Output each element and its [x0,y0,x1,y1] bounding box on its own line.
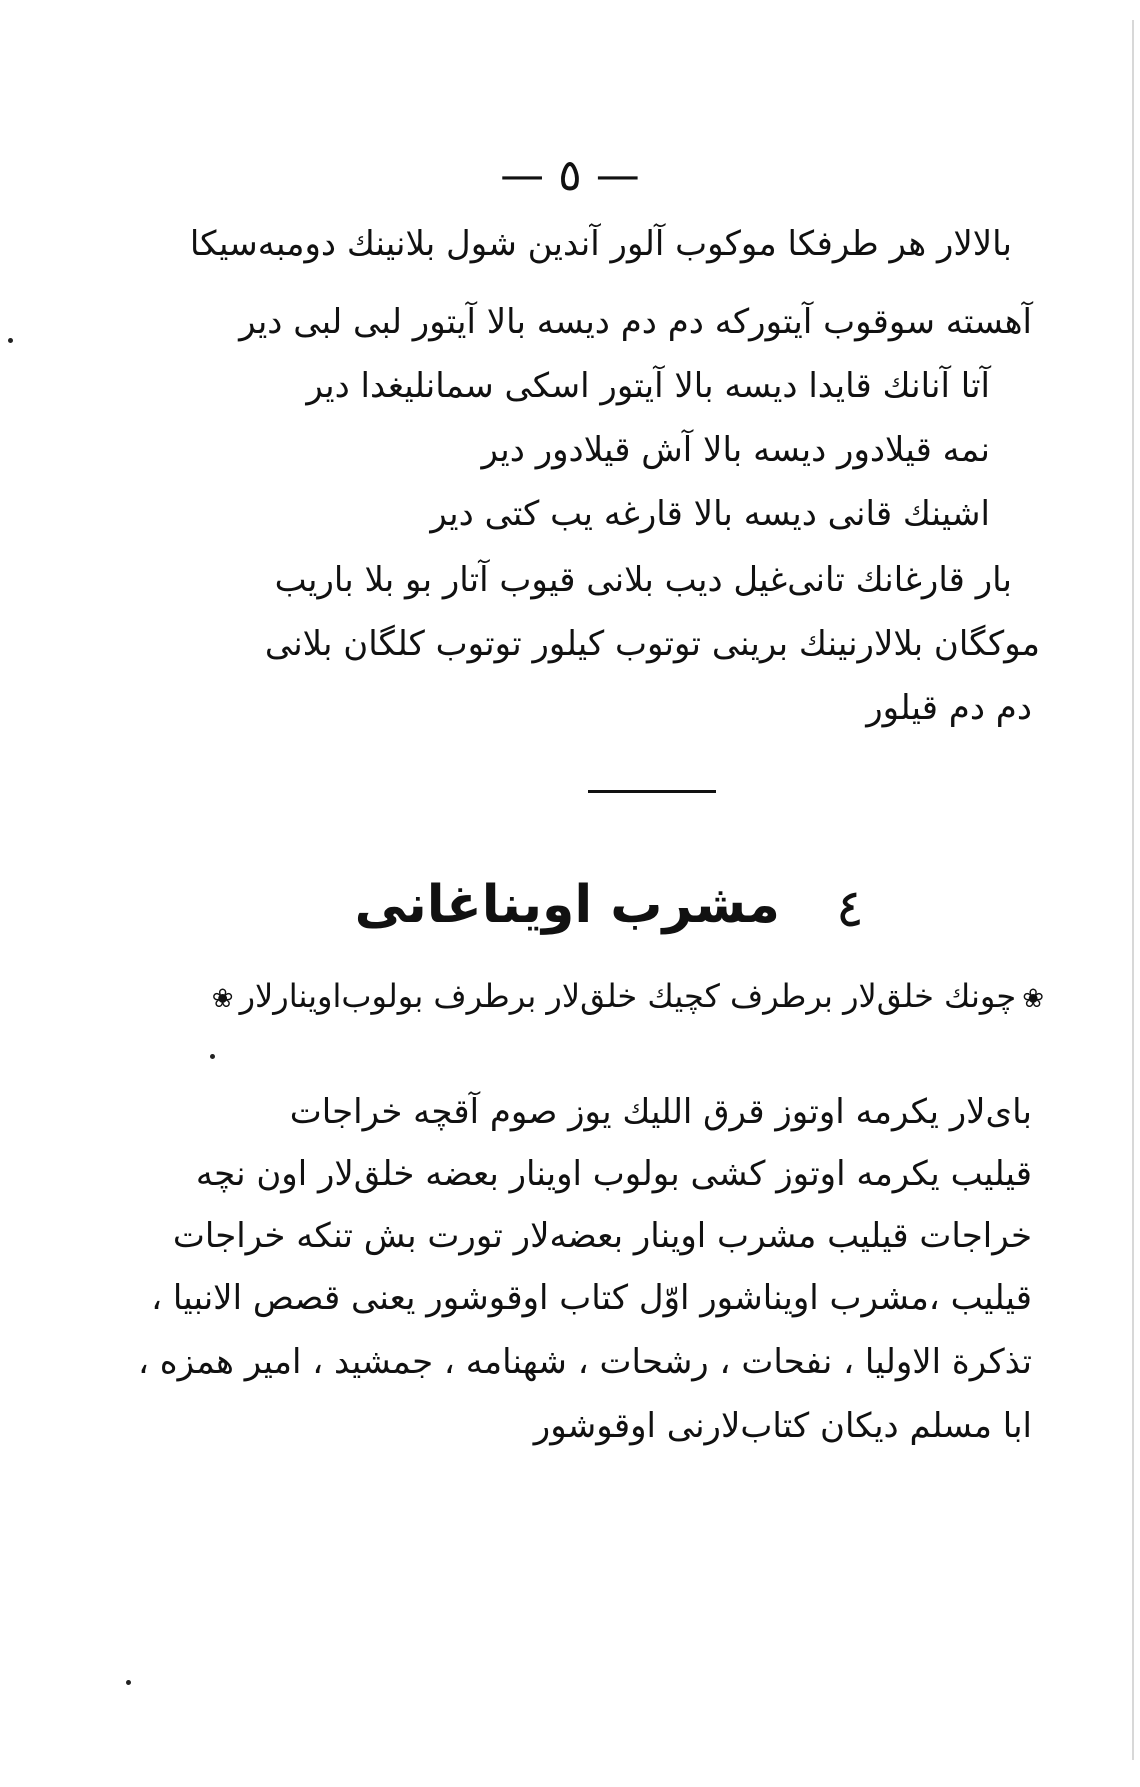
poem-line-7: موکگان بلالارنینك برینی توتوب کیلور توتوب کلگان بلانی [264,624,1040,664]
paragraph-line-4: قیلیب ،مشرب اویناشور اوّل کتاب اوقوشور یعنی قصص الانبیا ، [151,1278,1032,1318]
section-subtitle [206,974,1050,1021]
page-edge-line [1132,20,1134,1760]
poem-line-3: آتا آنانك قایدا دیسه بالا آیتور اسکی سمانلیغدا دیر [306,366,990,406]
scan-speck [8,338,13,343]
paragraph-line-3: خراجات قیلیب مشرب اوینار بعضه‌لار تورت بش تنکه خراجات [172,1216,1032,1256]
subtitle-text: چونك خلق‌لار برطرف کچیك خلق‌لار برطرف بولوب‌اوینارلار [239,977,1017,1015]
section-number: ٤ [836,879,864,939]
page-number: — ٥ — [500,150,640,201]
paragraph-line-2: قیلیب یکرمه اوتوز کشی بولوب اوینار بعضه خلق‌لار اون نچه [195,1154,1032,1194]
paragraph-line-1: بای‌لار یکرمه اوتوز قرق اللیك یوز صوم آقچه خراجات [289,1092,1032,1132]
poem-line-6: بار قارغانك تانی‌غیل دیب بلانی قیوب آتار بو بلا باریب [274,560,1012,600]
paragraph-line-6: ابا مسلم دیکان کتاب‌لارنی اوقوشور [533,1406,1032,1446]
poem-line-4: نمه قیلادور دیسه بالا آش قیلادور دیر [481,430,990,470]
poem-line-1: بالالار هر طرفکا موکوب آلور آندین شول بلانینك دومبه‌سیکا [189,224,1012,264]
scan-speck [210,1054,215,1059]
section-title: مشرب اویناغانی [354,875,780,935]
poem-line-8: دم دم قیلور [866,688,1032,728]
ornament-right-icon: ❀ [1022,984,1044,1014]
poem-line-5: اشینك قانی دیسه بالا قارغه یب کتی دیر [430,494,990,534]
poem-line-2: آهسته سوقوب آیتورکه دم دم دیسه بالا آیتور لبی لبی دیر [239,302,1032,342]
paragraph-line-5: تذکرة الاولیا ، نفحات ، رشحات ، شهنامه ، جمشید ، امیر همزه ، [137,1342,1032,1382]
ornament-left-icon: ❀ [211,984,234,1014]
scan-speck [126,1680,131,1685]
section-divider [588,790,716,793]
